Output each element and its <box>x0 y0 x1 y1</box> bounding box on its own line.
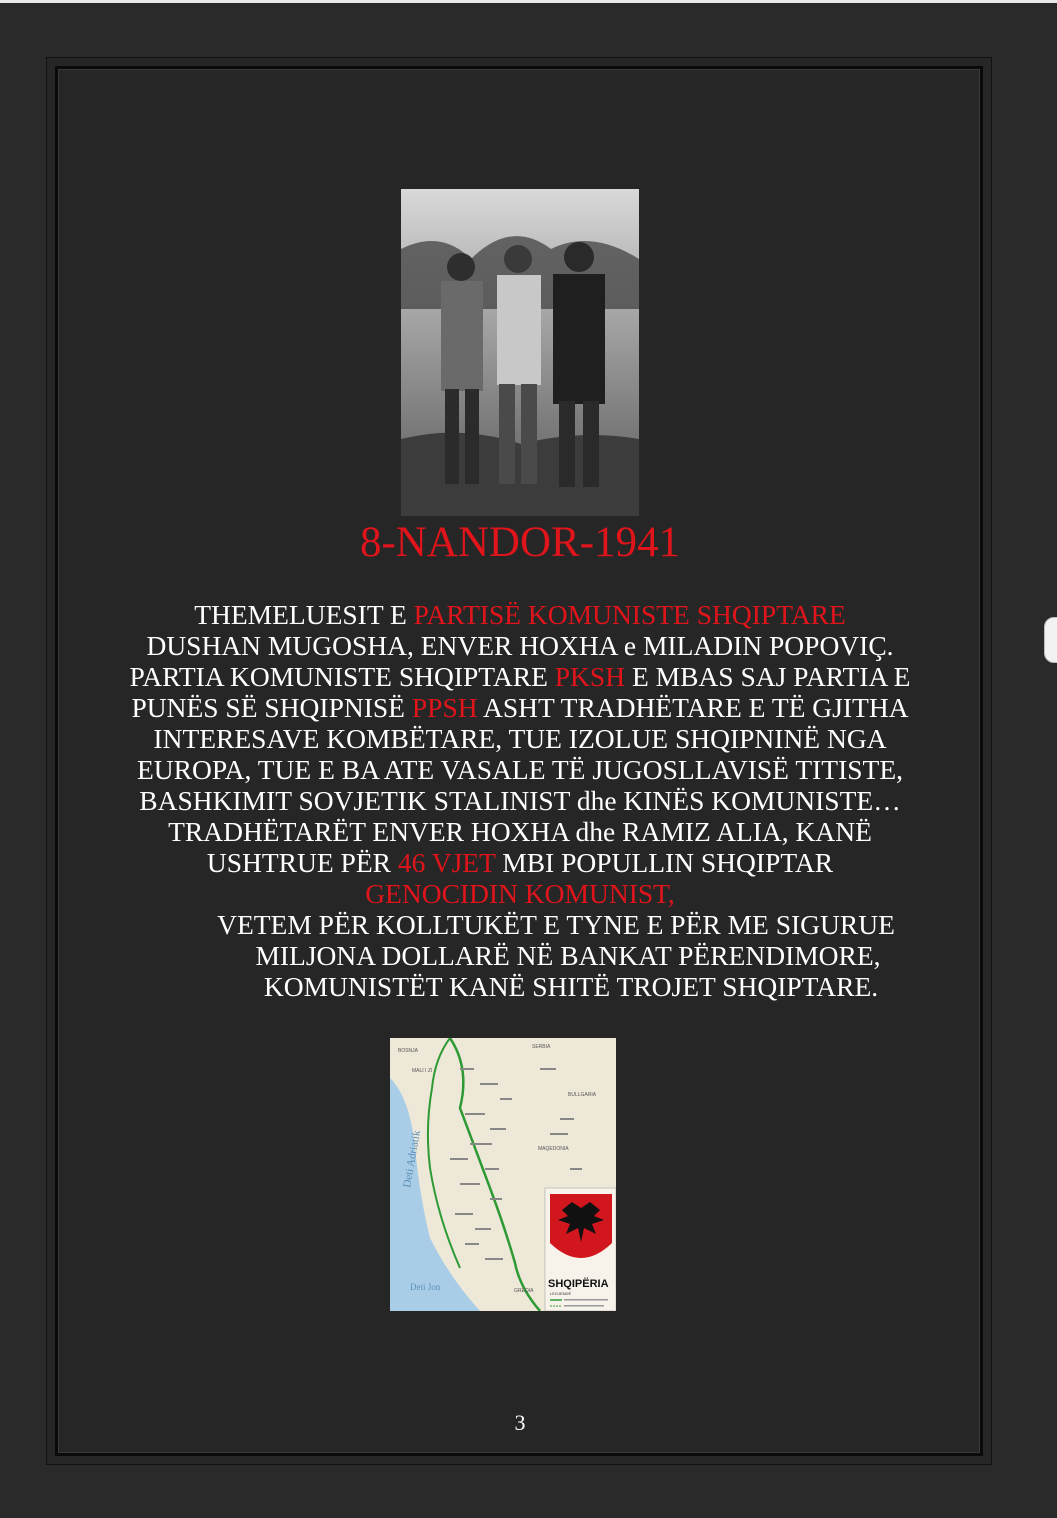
map-label-greece: GREQIA <box>514 1288 534 1294</box>
paragraph-line-9 <box>87 847 953 878</box>
paragraph-line-1 <box>87 599 953 630</box>
map-country-label: SHQIPËRIA <box>548 1278 609 1290</box>
paragraph-line-5: INTERESAVE KOMBËTARE, TUE IZOLUE SHQIPNINË NGA <box>153 723 887 754</box>
top-strip <box>0 0 1057 3</box>
photo-illustration <box>401 189 639 516</box>
paragraph-line-9-text-c: MBI POPULLIN SHQIPTAR <box>495 847 834 878</box>
historical-photo <box>401 189 639 516</box>
page-number: 3 <box>514 1410 526 1435</box>
paragraph-line-3-text-c: E MBAS SAJ PARTIA E <box>625 661 911 692</box>
pksh-highlight: PKSH <box>554 661 626 692</box>
paragraph-line-11: VETEM PËR KOLLTUKËT E TYNE E PËR ME SIGURUE <box>217 909 895 940</box>
years-highlight: 46 VJET <box>397 847 496 878</box>
paragraph-line-2: DUSHAN MUGOSHA, ENVER HOXHA e MILADIN POPOVIÇ. <box>146 630 894 661</box>
paragraph-line-4 <box>87 692 953 723</box>
paragraph-line-3-text-a: PARTIA KOMUNISTE SHQIPTARE <box>129 661 555 692</box>
paragraph-line-7: BASHKIMIT SOVJETIK STALINIST dhe KINËS KOMUNISTE… <box>139 785 901 816</box>
paragraph-line-4-text-c: ASHT TRADHËTARE E TË GJITHA <box>477 692 909 723</box>
map-label-macedonia: MAQEDONIA <box>538 1146 569 1152</box>
document-page <box>46 57 992 1465</box>
map-label-bulgaria: BULLGARIA <box>568 1092 597 1098</box>
paragraph-line-1-text: THEMELUESIT E <box>194 599 414 630</box>
paragraph-line-13: KOMUNISTËT KANË SHITË TROJET SHQIPTARE. <box>263 971 879 1002</box>
genocide-highlight: GENOCIDIN KOMUNIST, <box>365 878 675 909</box>
party-name-highlight: PARTISË KOMUNISTE SHQIPTARE <box>413 599 846 630</box>
paragraph-line-12: MILJONA DOLLARË NË BANKAT PËRENDIMORE, <box>255 940 881 971</box>
paragraph-line-3 <box>87 661 953 692</box>
albania-map <box>390 1038 616 1311</box>
scroll-handle[interactable] <box>1044 617 1057 663</box>
paragraph-line-8: TRADHËTARËT ENVER HOXHA dhe RAMIZ ALIA, KANË <box>168 816 872 847</box>
map-label-bosnia: BOSNJA <box>398 1048 419 1054</box>
ppsh-highlight: PPSH <box>411 692 478 723</box>
paragraph-line-6: EUROPA, TUE E BA ATE VASALE TË JUGOSLLAVISË TITISTE, <box>137 754 903 785</box>
map-illustration <box>390 1038 616 1311</box>
map-label-serbia: SERBIA <box>532 1044 551 1050</box>
map-label-montenegro: MALI I ZI <box>412 1068 433 1074</box>
date-title: 8-NANDOR-1941 <box>359 519 681 566</box>
main-paragraph <box>87 599 953 1002</box>
map-sea-ionian: Deti Jon <box>410 1282 441 1292</box>
paragraph-line-9-text-a: USHTRUE PËR <box>206 847 398 878</box>
map-legend-label: LEGJENDË <box>550 1291 572 1296</box>
map-sea-adriatic: Deti Adriatik <box>401 1129 423 1189</box>
paragraph-line-4-text-a: PUNËS SË SHQIPNISË <box>131 692 412 723</box>
